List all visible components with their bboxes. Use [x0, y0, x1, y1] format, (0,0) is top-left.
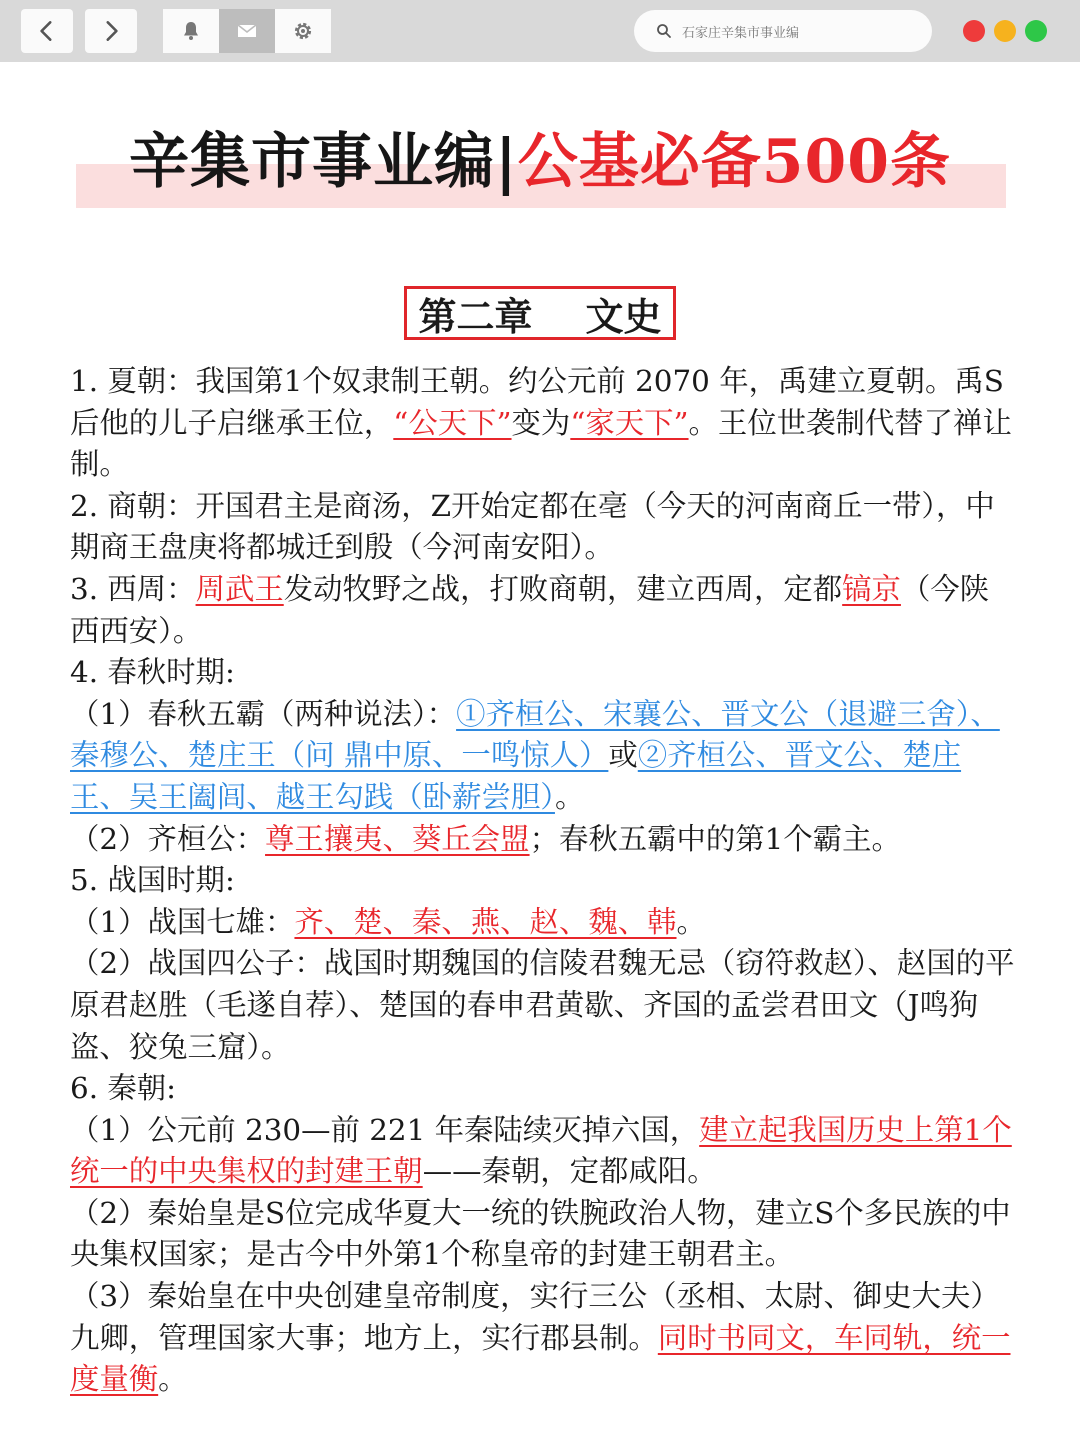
- minimize-window-dot[interactable]: [994, 20, 1016, 42]
- highlight-red: 尊王攘夷、葵丘会盟: [265, 821, 530, 856]
- paragraph-zhanguo-1: [70, 902, 1015, 944]
- bell-icon: [179, 19, 203, 43]
- paragraph-chunqiu: 4. 春秋时期:: [70, 655, 235, 690]
- paragraph-qin: 6. 秦朝:: [70, 1071, 177, 1106]
- text: 。: [554, 779, 585, 814]
- paragraph-shang: 2. 商朝：开国君主是商汤，Z开始定都在亳（今天的河南商丘一带），中期商王盘庚将都城迁到殷（今河南安阳）。: [70, 488, 995, 565]
- text: 1. 夏朝：我国第1个奴隶制王朝。约公元前 2070 年，禹建立夏朝。禹S后他的儿子启继承王位，: [70, 364, 1004, 440]
- text: ——秦朝，定都咸阳。: [422, 1154, 717, 1189]
- highlight-red: 齐、楚、秦、燕、赵、魏、韩: [294, 904, 677, 939]
- paragraph-xizhou: [70, 569, 1015, 652]
- page-title: [0, 120, 1080, 204]
- maximize-window-dot[interactable]: [1025, 20, 1047, 42]
- notifications-button[interactable]: [163, 9, 219, 53]
- paragraph-chunqiu-2: [70, 819, 1015, 861]
- text: （1）公元前 230—前 221 年秦陆续灭掉六国，: [70, 1112, 700, 1147]
- search-bar[interactable]: [634, 10, 932, 52]
- chapter-heading: 第二章 文史: [404, 286, 676, 340]
- highlight-red: 镐京: [842, 571, 901, 606]
- search-icon: [656, 23, 672, 39]
- paragraph-chunqiu-1: [70, 694, 1015, 819]
- text: 发动牧野之战，打败商朝，建立西周，定都: [283, 571, 843, 606]
- text: （2）齐桓公：: [70, 821, 266, 856]
- chevron-left-icon: [34, 18, 60, 44]
- toolbar-button-group: [163, 9, 331, 53]
- settings-button[interactable]: [275, 9, 331, 53]
- title-red: 公基必备500条: [517, 127, 952, 197]
- back-button[interactable]: [21, 9, 73, 53]
- text: 变为: [511, 405, 571, 440]
- highlight-red: “公天下”: [393, 405, 512, 440]
- forward-button[interactable]: [85, 9, 137, 53]
- text: 或: [608, 738, 638, 773]
- highlight-red: 建立起我国历史上第1个统一的中央集权的封建王朝: [70, 1112, 1012, 1189]
- paragraph-xia: [70, 361, 1015, 486]
- text: ；春秋五霸中的第1个霸主。: [529, 821, 901, 856]
- text: （1）战国七雄：: [70, 904, 295, 939]
- highlight-blue: ①齐桓公、宋襄公、晋文公（退避三舍）、秦穆公、楚庄王（问 鼎中原、一鸣惊人）: [70, 696, 1000, 773]
- highlight-blue: ②齐桓公、晋文公、楚庄王、吴王阖闾、越王勾践（卧薪尝胆）: [70, 738, 962, 814]
- gear-icon: [291, 19, 315, 43]
- document-content: [70, 361, 1015, 1401]
- text: （今陕西西安）。: [70, 571, 990, 648]
- search-input[interactable]: 石家庄辛集市事业编: [682, 25, 800, 41]
- paragraph-zhanguo: 5. 战国时期:: [70, 863, 235, 898]
- text: 。: [676, 904, 706, 939]
- text: （3）秦始皇在中央创建皇帝制度，实行三公（丞相、太尉、御史大夫）九卿，管理国家大事；地方上，实行郡县制。: [70, 1279, 1000, 1355]
- title-black: 辛集市事业编|: [128, 127, 518, 197]
- close-window-dot[interactable]: [963, 20, 985, 42]
- paragraph-qin-2: （2）秦始皇是S位完成华夏大一统的铁腕政治人物，建立S个多民族的中央集权国家；是古今中外第1个称皇帝的封建王朝君主。: [70, 1195, 1011, 1272]
- paragraph-qin-3: [70, 1276, 1015, 1401]
- highlight-red: “家天下”: [570, 405, 689, 440]
- highlight-red: 同时书同文，车同轨，统一度量衡: [70, 1320, 1011, 1397]
- paragraph-qin-1: [70, 1110, 1015, 1193]
- text: 。王位世袭制代替了禅让制。: [70, 405, 1012, 482]
- text: （1）春秋五霸（两种说法）：: [70, 696, 457, 731]
- highlight-red: 周武王: [195, 571, 284, 606]
- text: 3. 西周：: [70, 571, 196, 606]
- browser-toolbar: [0, 0, 1080, 62]
- chevron-right-icon: [98, 18, 124, 44]
- paragraph-zhanguo-2: （2）战国四公子：战国时期魏国的信陵君魏无忌（窃符救赵）、赵国的平原君赵胜（毛遂自荐）、楚国的春申君黄歇、齐国的孟尝君田文（J鸣狗盗、狡兔三窟）。: [70, 946, 1015, 1064]
- mail-icon: [235, 19, 259, 43]
- text: 。: [158, 1362, 188, 1397]
- mail-button[interactable]: [219, 9, 275, 53]
